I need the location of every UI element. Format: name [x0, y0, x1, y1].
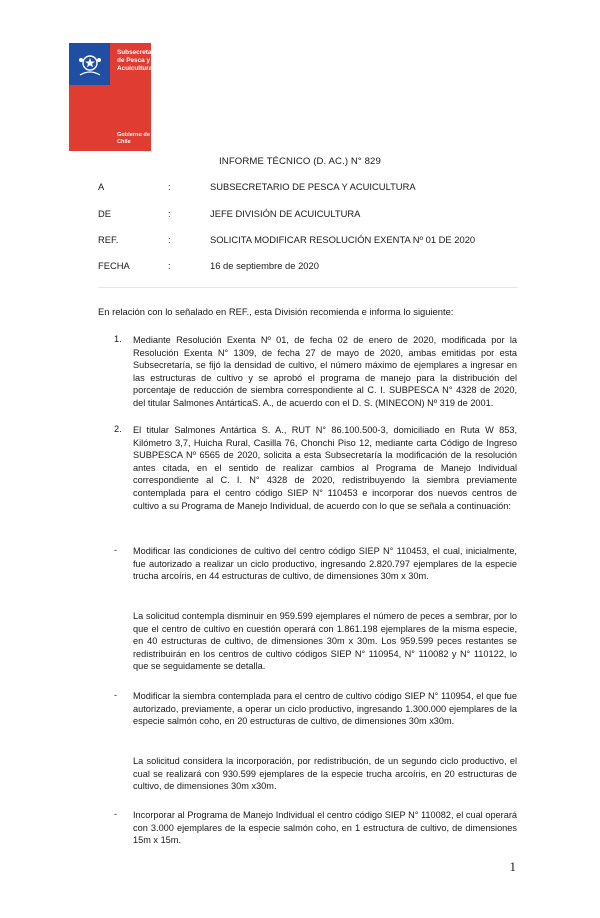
bullet-paragraph-1: Modificar las condiciones de cultivo del centro código SIEP N° 110453, el cual, inicialmente, fue autorizado a realizar un ciclo productivo, ingresando 2.820.797 ejemplares de la especie trucha arcoíris, en 44 estructuras de cultivo, de dimensiones 30m x 30m.: [133, 546, 517, 582]
header-value: 16 de septiembre de 2020: [210, 260, 319, 271]
header-key: DE: [98, 208, 112, 219]
header-colon: :: [168, 260, 171, 271]
header-colon: :: [168, 234, 171, 245]
government-logo: [69, 43, 160, 151]
logo-org-name: Subsecretaría de Pesca y Acuicultura: [117, 49, 160, 72]
coat-of-arms-icon: [75, 49, 105, 79]
header-value: SOLICITA MODIFICAR RESOLUCIÓN EXENTA Nº 01 DE 2020: [210, 234, 476, 245]
bullet-dash: -: [114, 545, 118, 555]
bullet-dash: -: [114, 809, 118, 819]
header-key: A: [98, 181, 105, 192]
header-value: SUBSECRETARIO DE PESCA Y ACUICULTURA: [210, 181, 416, 192]
header-colon: :: [168, 208, 171, 219]
item-number: 1.: [114, 334, 122, 344]
item-paragraph-1: Mediante Resolución Exenta Nº 01, de fecha 02 de enero de 2020, modificada por la Resolución Exenta N° 1309, de fecha 27 de mayo de 2020, ambas emitidas por esta Subsecretaría, se fijó la densidad de cultivo, el número máximo de ejemplares a ingresar en las estructuras de cultivo y se aprobó el programa de manejo para la distribución del porcentaje de reducción de siembra correspondiente al C. I. SUBPESCA N° 4328 de 2020, del titular Salmones AntárticaS. A., de acuerdo con el D. S. (MINECON) Nº 319 de 2001.: [133, 335, 517, 408]
bullet-paragraph-3: Incorporar al Programa de Manejo Individual el centro código SIEP N° 110082, el cual operará con 3.000 ejemplares de la especie salmón coho, en 1 estructura de cultivo, de dimensiones 15m x 15m.: [133, 810, 517, 846]
logo-gov-name: Gobierno de Chile: [117, 132, 150, 145]
header-key: FECHA: [98, 260, 130, 271]
item-number: 2.: [114, 424, 122, 434]
bullet-paragraph-2: Modificar la siembra contemplada para el centro de cultivo código SIEP N° 110954, el que fue autorizado, previamente, a operar un ciclo productivo, ingresando 1.300.000 ejemplares de la especie salmón coho, en 20 estructuras de cultivo, de dimensiones 30m x30m.: [133, 691, 517, 727]
header-value: JEFE DIVISIÓN DE ACUICULTURA: [210, 208, 361, 219]
page-number: 1: [509, 859, 516, 874]
logo-red-block-lower: [69, 85, 110, 151]
intro-paragraph: En relación con lo señalado en REF., esta División recomienda e informa lo siguiente:: [98, 306, 454, 317]
bullet-subparagraph-1: La solicitud contempla disminuir en 959.599 ejemplares el número de peces a sembrar, por lo que el centro de cultivo en cuestión operará con 1.861.198 ejemplares de la misma especie, en 40 estructuras de cultivo, de dimensiones 30m x 30m. Los 959.599 peces restantes se redistribuirán en los centros de cultivo códigos SIEP N° 110954, N° 110082 y N° 110122, lo que se seguidamente se detalla.: [133, 611, 517, 672]
header-colon: :: [168, 181, 171, 192]
bullet-subparagraph-2: La solicitud considera la incorporación, por redistribución, de un segundo ciclo productivo, el cual se realizará con 930.599 ejemplares de la especie trucha arcoíris, en 20 estructuras de cultivo, de dimensiones 30m x30m.: [133, 756, 517, 792]
header-divider: [98, 287, 518, 288]
document-title: INFORME TÉCNICO (D. AC.) N° 829: [219, 156, 381, 167]
item-paragraph-2: El titular Salmones Antártica S. A., RUT N° 86.100.500-3, domiciliado en Ruta W 853, Kilómetro 3,7, Huicha Rural, Casilla 76, Chonchi Piso 12, mediante carta Código de Ingreso SUBPESCA Nº 6565 de 2020, solicita a esta Subsecretaría la modificación de la resolución antes citada, en el sentido de realizar cambios al Programa de Manejo Individual correspondiente al C. I. N° 4328 de 2020, redistribuyendo la siembra previamente contemplada para el centro código SIEP N° 110453 e incorporar dos nuevos centros de cultivo a su Programa de Manejo Individual, de acuerdo con lo que se señala a continuación:: [133, 425, 517, 511]
logo-blue-block: [69, 43, 110, 85]
bullet-dash: -: [114, 690, 118, 700]
header-key: REF.: [98, 234, 119, 245]
